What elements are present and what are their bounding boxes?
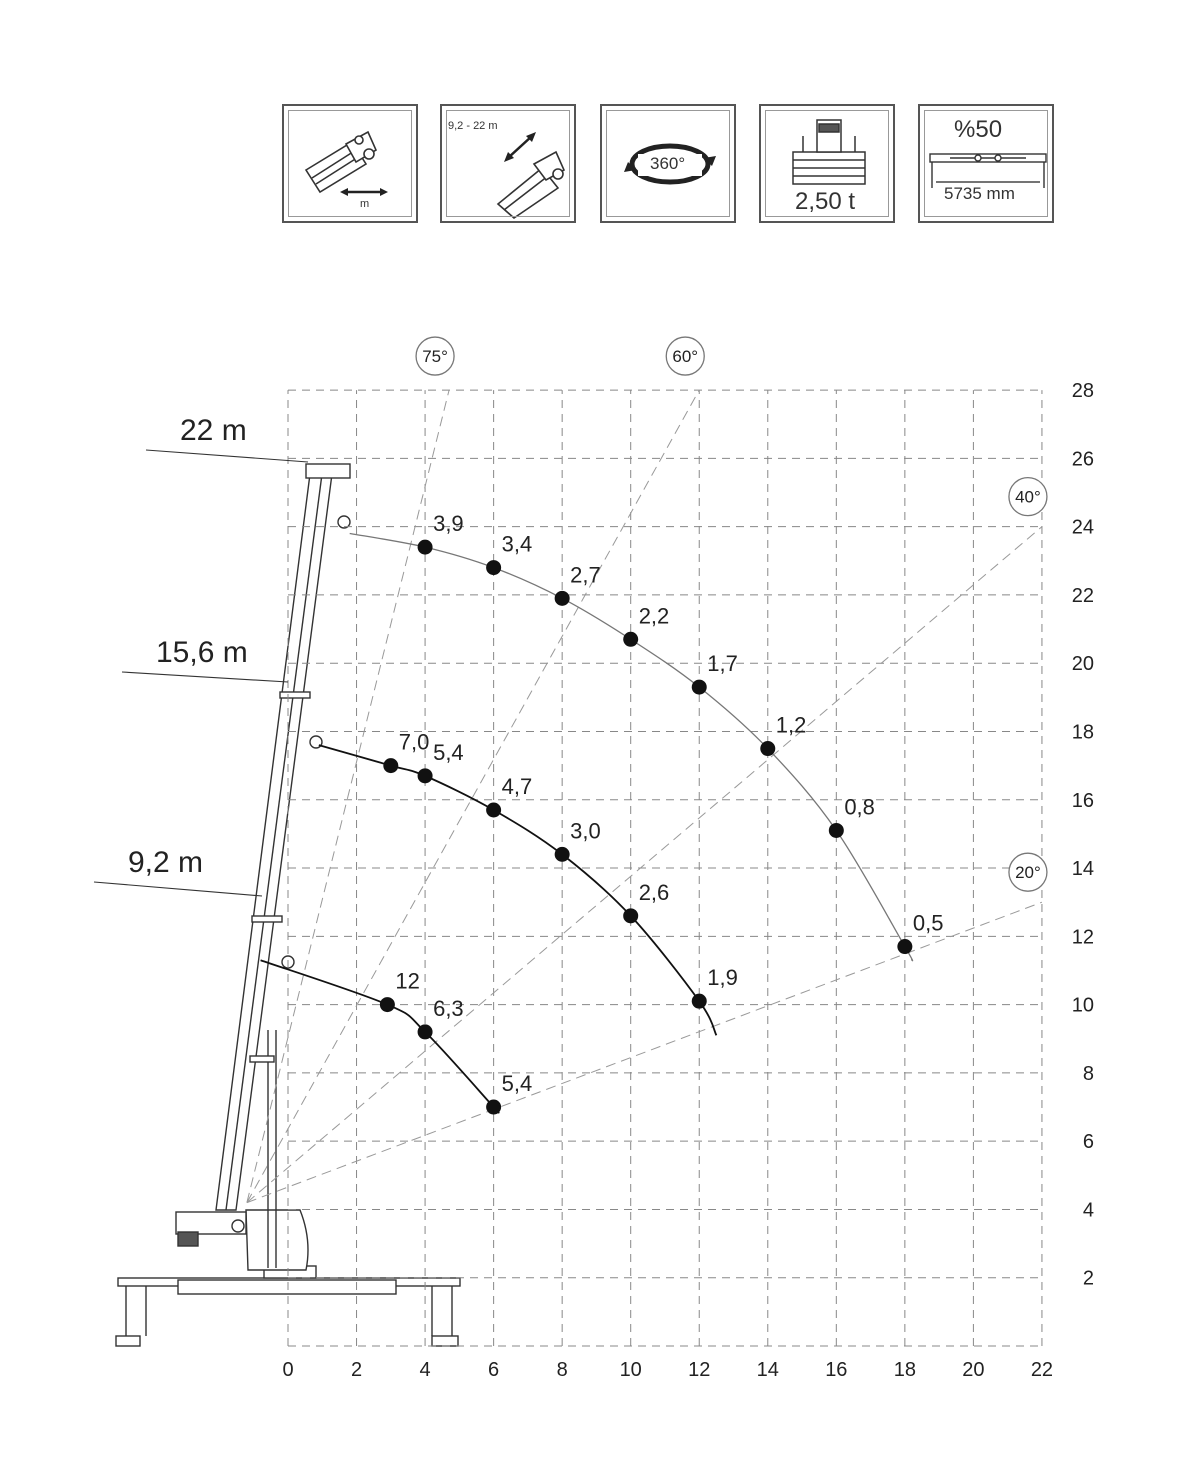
x-tick-label: 6 [488,1359,500,1381]
x-tick-label: 0 [282,1359,294,1381]
angle-line [247,902,1042,1202]
x-tick-label: 10 [619,1359,642,1381]
load-point [418,540,433,555]
load-point-label: 5,4 [433,739,464,765]
load-point-label: 1,2 [775,712,807,738]
angle-label: 40° [1015,487,1041,507]
load-point [692,994,707,1009]
load-point-label: 1,7 [707,651,738,677]
outrigger-width-label: 5735 mm [944,184,1015,203]
load-point [486,1100,501,1115]
x-tick-label: 12 [688,1359,711,1381]
load-point [380,997,395,1012]
y-tick-label: 24 [1071,516,1094,539]
load-point [555,591,570,606]
load-point-label: 3,4 [501,531,533,557]
load-point [829,823,844,838]
load-point-label: 4,7 [501,774,533,800]
load-point-label: 5,4 [501,1071,533,1097]
load-point [897,939,912,954]
load-point [760,741,775,756]
x-tick-label: 8 [556,1359,568,1381]
angle-label: 20° [1015,863,1041,883]
load-point-label: 0,8 [844,794,875,820]
boom-leader-line [146,450,308,462]
x-tick-label: 20 [962,1359,985,1381]
load-point-label: 3,9 [433,511,464,537]
x-tick-label: 22 [1030,1359,1054,1381]
y-tick-label: 26 [1071,448,1094,471]
load-point [623,632,638,647]
y-tick-label: 8 [1082,1062,1094,1085]
load-point [418,768,433,783]
y-tick-label: 6 [1082,1131,1094,1154]
load-point-label: 1,9 [707,965,738,991]
load-point [555,847,570,862]
x-tick-label: 18 [893,1359,916,1381]
x-tick-label: 14 [756,1359,779,1381]
x-tick-label: 2 [350,1359,363,1381]
load-point-label: 2,2 [638,603,670,629]
load-point-label: 2,6 [638,879,670,905]
x-tick-label: 16 [825,1359,848,1381]
angle-lines [247,337,1047,1203]
y-tick-label: 2 [1082,1267,1094,1290]
angle-label: 60° [672,347,699,367]
load-point [623,908,638,923]
load-point-label: 2,7 [570,562,601,588]
y-tick-label: 10 [1071,994,1094,1017]
x-tick-label: 4 [419,1359,431,1381]
load-point [692,680,707,695]
rotation-label: 360° [650,154,686,173]
boom-length-unit: m [360,198,370,210]
load-point-label: 12 [395,968,420,994]
y-tick-label: 16 [1071,789,1094,812]
boom-length-label: 22 m [180,414,247,447]
boom-length-label: 9,2 m [128,846,204,879]
boom-leader-line [94,882,262,896]
y-tick-label: 12 [1071,926,1094,949]
load-point-label: 6,3 [433,995,464,1021]
load-point [418,1024,433,1039]
load-curve-2 [261,960,499,1112]
load-points [380,511,944,1114]
y-tick-label: 28 [1071,380,1094,403]
boom-leader-line [122,672,288,682]
counterweight-label: 2,50 t [795,188,856,215]
y-tick-label: 18 [1071,721,1094,744]
axis-tick-labels [282,380,1094,1381]
y-tick-label: 14 [1071,858,1094,881]
y-tick-label: 4 [1082,1199,1094,1222]
load-point [486,560,501,575]
boom-length-label: 15,6 m [156,636,248,669]
load-point [383,758,398,773]
load-point-label: 3,0 [570,818,601,844]
y-tick-label: 20 [1071,653,1094,676]
load-point [486,803,501,818]
angle-label: 75° [422,347,448,367]
y-tick-label: 22 [1071,584,1094,607]
load-point-label: 0,5 [912,910,944,936]
outrigger-percent-label: %50 [954,116,1003,143]
boom-range-label: 9,2 - 22 m [448,120,498,132]
chart-grid [288,390,1042,1346]
load-point-label: 7,0 [398,729,430,755]
